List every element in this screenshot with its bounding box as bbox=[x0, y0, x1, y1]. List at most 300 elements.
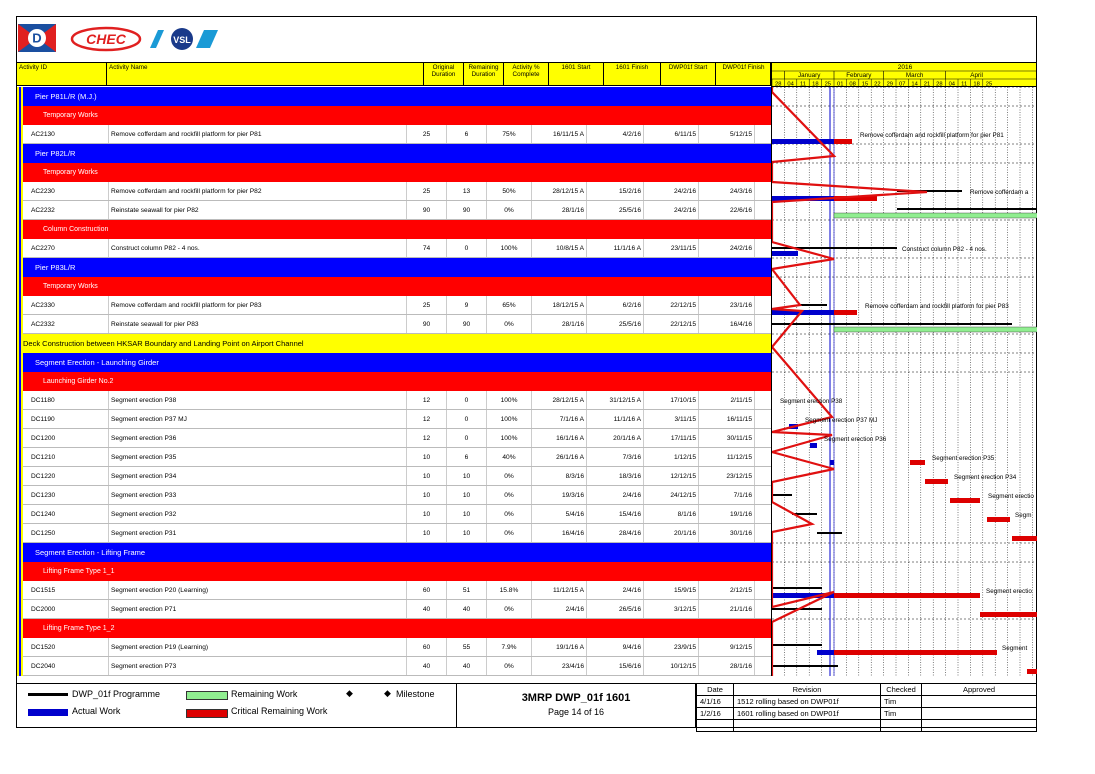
rev-header-checked: Checked bbox=[881, 684, 922, 696]
cell-f2: 11/12/15 bbox=[699, 448, 755, 467]
gantt-bar-label: Segment erectio bbox=[988, 493, 1034, 500]
crit-bar bbox=[834, 310, 857, 315]
rev-empty bbox=[734, 720, 881, 732]
cell-rd: 55 bbox=[447, 638, 487, 657]
cell-s1: 16/1/16 A bbox=[532, 429, 587, 448]
group-label: Launching Girder No.2 bbox=[43, 378, 114, 385]
red-group-row bbox=[23, 163, 771, 182]
timeline-month: February bbox=[846, 72, 872, 79]
cell-rd: 0 bbox=[447, 429, 487, 448]
cell-s2: 10/12/15 bbox=[644, 657, 699, 676]
cell-s2: 1/12/15 bbox=[644, 448, 699, 467]
cell-f1: 15/4/16 bbox=[587, 505, 644, 524]
svg-text:VSL: VSL bbox=[173, 35, 191, 45]
cell-f1: 9/4/16 bbox=[587, 638, 644, 657]
cell-rd: 90 bbox=[447, 315, 487, 334]
programme-bar bbox=[772, 494, 792, 496]
cell-s1: 28/1/16 bbox=[532, 315, 587, 334]
cell-s1: 23/4/16 bbox=[532, 657, 587, 676]
cell-id: DC1520 bbox=[29, 638, 109, 657]
gantt-bar-label: Remove cofferdam a bbox=[970, 189, 1029, 196]
actual-bar bbox=[772, 251, 798, 256]
cell-s2: 24/2/16 bbox=[644, 201, 699, 220]
gantt-canvas bbox=[772, 87, 1037, 676]
cell-pc: 75% bbox=[487, 125, 532, 144]
rev-empty bbox=[697, 720, 734, 732]
cell-f2: 2/11/15 bbox=[699, 391, 755, 410]
table-row bbox=[23, 581, 771, 600]
cell-pc: 7.9% bbox=[487, 638, 532, 657]
cell-f2: 28/1/16 bbox=[699, 657, 755, 676]
table-row bbox=[23, 315, 771, 334]
cell-od: 12 bbox=[407, 429, 447, 448]
cell-f1: 25/5/16 bbox=[587, 315, 644, 334]
cell-id: DC1210 bbox=[29, 448, 109, 467]
cell-id: AC2230 bbox=[29, 182, 109, 201]
programme-bar bbox=[798, 304, 827, 306]
blue-group-row bbox=[23, 543, 771, 562]
cell-name: Reinstate seawall for pier P82 bbox=[109, 201, 407, 220]
gantt-bar-label: Segm bbox=[1015, 512, 1032, 519]
legend bbox=[16, 683, 456, 728]
timeline-year: 2016 bbox=[897, 64, 913, 71]
table-row bbox=[23, 448, 771, 467]
legend-milestone-label: Milestone bbox=[396, 689, 435, 699]
cell-rd: 10 bbox=[447, 524, 487, 543]
group-label: Deck Construction between HKSAR Boundary and Landing Point on Airport Channel bbox=[23, 339, 304, 348]
table-row bbox=[23, 600, 771, 619]
cell-rd: 0 bbox=[447, 410, 487, 429]
cell-f1: 25/5/16 bbox=[587, 201, 644, 220]
cell-s2: 17/11/15 bbox=[644, 429, 699, 448]
timeline-week: 11 bbox=[961, 81, 968, 87]
chec-logo bbox=[70, 26, 142, 52]
cell-rd: 0 bbox=[447, 391, 487, 410]
timeline-week: 15 bbox=[861, 81, 869, 87]
rem-bar bbox=[834, 327, 1037, 332]
cell-id: AC2330 bbox=[29, 296, 109, 315]
timeline-week: 22 bbox=[874, 81, 881, 87]
crit-bar bbox=[1027, 669, 1037, 674]
cell-f2: 30/1/16 bbox=[699, 524, 755, 543]
rev-header-revision: Revision bbox=[734, 684, 881, 696]
cell-name: Remove cofferdam and rockfill platform for pier P81 bbox=[109, 125, 407, 144]
cell-pc: 65% bbox=[487, 296, 532, 315]
cell-f1: 7/3/16 bbox=[587, 448, 644, 467]
group-label: Pier P82L/R bbox=[35, 149, 76, 158]
legend-remaining-swatch bbox=[186, 691, 228, 700]
cell-s1: 28/1/16 bbox=[532, 201, 587, 220]
cell-f2: 21/1/16 bbox=[699, 600, 755, 619]
cell-id: DC1240 bbox=[29, 505, 109, 524]
cell-rd: 40 bbox=[447, 600, 487, 619]
cell-pc: 15.8% bbox=[487, 581, 532, 600]
cell-f2: 24/2/16 bbox=[699, 239, 755, 258]
timeline-week: 07 bbox=[898, 81, 906, 87]
rem-bar bbox=[834, 213, 1037, 218]
cell-f2: 22/6/16 bbox=[699, 201, 755, 220]
cell-f2: 2/12/15 bbox=[699, 581, 755, 600]
programme-bar bbox=[772, 587, 822, 589]
cell-f1: 11/1/16 A bbox=[587, 239, 644, 258]
cell-f2: 16/11/15 bbox=[699, 410, 755, 429]
group-label: Segment Erection - Launching Girder bbox=[35, 358, 159, 367]
crit-bar bbox=[834, 650, 997, 655]
cell-s1: 18/12/15 A bbox=[532, 296, 587, 315]
cell-pc: 0% bbox=[487, 657, 532, 676]
crit-bar bbox=[925, 479, 948, 484]
cell-id: DC1220 bbox=[29, 467, 109, 486]
gantt-bar-label: Remove cofferdam and rockfill platform for pier P83 bbox=[865, 303, 1009, 310]
blue-group-row bbox=[23, 87, 771, 106]
cell-s1: 19/1/16 A bbox=[532, 638, 587, 657]
group-label: Segment Erection - Lifting Frame bbox=[35, 548, 146, 557]
cell-f2: 5/12/15 bbox=[699, 125, 755, 144]
cell-f1: 11/1/16 A bbox=[587, 410, 644, 429]
gantt-chart bbox=[771, 87, 1037, 676]
timeline-week: 04 bbox=[787, 81, 794, 87]
cell-rd: 40 bbox=[447, 657, 487, 676]
page-number: Page 14 of 16 bbox=[547, 707, 605, 717]
cell-rd: 13 bbox=[447, 182, 487, 201]
col-original-duration: Original Duration bbox=[424, 63, 464, 86]
cell-pc: 0% bbox=[487, 486, 532, 505]
timeline-week: 14 bbox=[911, 81, 918, 87]
cell-id: DC1250 bbox=[29, 524, 109, 543]
gantt-bar-label: Segment erectio bbox=[986, 588, 1032, 595]
cell-pc: 100% bbox=[487, 429, 532, 448]
gantt-bar-label: Segment erection P37 MJ bbox=[805, 417, 878, 424]
timeline-month: March bbox=[905, 72, 924, 79]
table-row bbox=[23, 296, 771, 315]
cell-pc: 100% bbox=[487, 391, 532, 410]
gantt-bar-label: Segment erection P38 bbox=[780, 398, 843, 405]
col-activity-id: Activity ID bbox=[17, 63, 107, 86]
cell-id: AC2332 bbox=[29, 315, 109, 334]
group-label: Temporary Works bbox=[43, 112, 98, 119]
revision-table bbox=[696, 683, 1037, 728]
legend-remaining-label: Remaining Work bbox=[231, 689, 298, 699]
cell-f1: 18/3/16 bbox=[587, 467, 644, 486]
cell-f1: 15/6/16 bbox=[587, 657, 644, 676]
rev-date: 4/1/16 bbox=[697, 696, 734, 708]
cell-s2: 8/1/16 bbox=[644, 505, 699, 524]
cell-f2: 23/1/16 bbox=[699, 296, 755, 315]
timeline-month: April bbox=[970, 72, 983, 79]
table-row bbox=[23, 657, 771, 676]
gantt-bar-label: Construct column P82 - 4 nos. bbox=[902, 246, 987, 253]
cell-f1: 26/5/16 bbox=[587, 600, 644, 619]
cell-s2: 3/12/15 bbox=[644, 600, 699, 619]
cell-rd: 6 bbox=[447, 125, 487, 144]
timeline-week: 25 bbox=[824, 81, 832, 87]
table-row bbox=[23, 467, 771, 486]
cell-pc: 0% bbox=[487, 505, 532, 524]
timeline-week: 08 bbox=[849, 81, 856, 87]
timeline-month: January bbox=[797, 72, 821, 79]
cell-id: DC1200 bbox=[29, 429, 109, 448]
timeline-week: 18 bbox=[812, 81, 819, 87]
col-percent-complete: Activity % Complete bbox=[504, 63, 549, 86]
actual-bar bbox=[830, 460, 834, 465]
cell-pc: 0% bbox=[487, 201, 532, 220]
cell-od: 60 bbox=[407, 638, 447, 657]
milestone-icon-2: ◆ bbox=[384, 688, 391, 698]
rev-empty bbox=[881, 720, 922, 732]
cell-pc: 0% bbox=[487, 315, 532, 334]
cell-f2: 24/3/16 bbox=[699, 182, 755, 201]
cell-od: 25 bbox=[407, 182, 447, 201]
gantt-header bbox=[771, 62, 1037, 87]
timeline-week: 01 bbox=[836, 81, 844, 87]
actual-bar bbox=[772, 139, 834, 144]
table-row bbox=[23, 524, 771, 543]
cell-od: 10 bbox=[407, 505, 447, 524]
actual-bar bbox=[810, 443, 817, 448]
group-label: Lifting Frame Type 1_2 bbox=[43, 625, 115, 632]
programme-bar bbox=[897, 208, 1037, 210]
cell-f2: 7/1/16 bbox=[699, 486, 755, 505]
cell-pc: 40% bbox=[487, 448, 532, 467]
cell-rd: 10 bbox=[447, 505, 487, 524]
cell-name: Remove cofferdam and rockfill platform for pier P83 bbox=[109, 296, 407, 315]
red-group-row bbox=[23, 562, 771, 581]
legend-programme-label: DWP_01f Programme bbox=[72, 689, 161, 699]
cell-pc: 100% bbox=[487, 239, 532, 258]
programme-bar bbox=[772, 665, 838, 667]
crit-bar bbox=[834, 593, 980, 598]
table-row bbox=[23, 125, 771, 144]
rev-empty bbox=[922, 720, 1037, 732]
cell-s2: 24/2/16 bbox=[644, 182, 699, 201]
timeline-week: 04 bbox=[948, 81, 956, 87]
cell-s1: 7/1/16 A bbox=[532, 410, 587, 429]
table-row bbox=[23, 201, 771, 220]
cell-f1: 6/2/16 bbox=[587, 296, 644, 315]
cell-id: DC2000 bbox=[29, 600, 109, 619]
cell-f2: 9/12/15 bbox=[699, 638, 755, 657]
cell-s2: 23/11/15 bbox=[644, 239, 699, 258]
cell-name: Segment erection P33 bbox=[109, 486, 407, 505]
cell-s1: 19/3/16 bbox=[532, 486, 587, 505]
cell-f1: 2/4/16 bbox=[587, 486, 644, 505]
cell-name: Reinstate seawall for pier P83 bbox=[109, 315, 407, 334]
blue-group-row bbox=[23, 353, 771, 372]
group-label: Temporary Works bbox=[43, 283, 98, 290]
cell-pc: 0% bbox=[487, 524, 532, 543]
timeline-week: 29 bbox=[886, 81, 894, 87]
crit-bar bbox=[834, 139, 852, 144]
cell-id: DC2040 bbox=[29, 657, 109, 676]
timeline-week: 28 bbox=[774, 81, 782, 87]
cell-name: Segment erection P71 bbox=[109, 600, 407, 619]
crit-bar bbox=[987, 517, 1010, 522]
gantt-bar-label: Segment erection P34 bbox=[954, 474, 1017, 481]
cell-f1: 2/4/16 bbox=[587, 581, 644, 600]
group-label: Pier P83L/R bbox=[35, 263, 76, 272]
cell-rd: 51 bbox=[447, 581, 487, 600]
cell-f1: 28/4/16 bbox=[587, 524, 644, 543]
cell-s2: 15/9/15 bbox=[644, 581, 699, 600]
red-group-row bbox=[23, 106, 771, 125]
cell-rd: 6 bbox=[447, 448, 487, 467]
col-activity-name: Activity Name bbox=[107, 63, 424, 86]
blue-group-row bbox=[23, 258, 771, 277]
col-dwp-start: DWP01f Start bbox=[661, 63, 716, 86]
cell-rd: 10 bbox=[447, 486, 487, 505]
crit-bar bbox=[1012, 536, 1037, 541]
cell-s2: 6/11/15 bbox=[644, 125, 699, 144]
cell-od: 10 bbox=[407, 486, 447, 505]
cell-name: Segment erection P73 bbox=[109, 657, 407, 676]
red-group-row bbox=[23, 372, 771, 391]
cell-od: 10 bbox=[407, 467, 447, 486]
cell-s2: 17/10/15 bbox=[644, 391, 699, 410]
cell-od: 60 bbox=[407, 581, 447, 600]
svg-text:D: D bbox=[32, 30, 42, 46]
table-row bbox=[23, 391, 771, 410]
legend-programme-swatch bbox=[28, 693, 68, 696]
cell-od: 74 bbox=[407, 239, 447, 258]
cell-s1: 5/4/16 bbox=[532, 505, 587, 524]
cell-s2: 22/12/15 bbox=[644, 315, 699, 334]
cell-s1: 16/4/16 bbox=[532, 524, 587, 543]
rev-header-date: Date bbox=[697, 684, 734, 696]
rev-approved bbox=[922, 708, 1037, 720]
cell-s2: 3/11/15 bbox=[644, 410, 699, 429]
cell-name: Remove cofferdam and rockfill platform for pier P82 bbox=[109, 182, 407, 201]
outline-bar-blue bbox=[19, 87, 21, 676]
cell-s1: 2/4/16 bbox=[532, 600, 587, 619]
crit-bar bbox=[980, 612, 1037, 617]
vsl-logo bbox=[148, 26, 220, 52]
programme-bar bbox=[817, 532, 842, 534]
group-label: Pier P81L/R (M.J.) bbox=[35, 92, 97, 101]
cell-name: Segment erection P32 bbox=[109, 505, 407, 524]
cell-f1: 31/12/15 A bbox=[587, 391, 644, 410]
cell-pc: 0% bbox=[487, 467, 532, 486]
cell-od: 40 bbox=[407, 657, 447, 676]
group-label: Column Construction bbox=[43, 226, 109, 233]
programme-bar bbox=[772, 323, 1012, 325]
table-row bbox=[23, 239, 771, 258]
cell-id: DC1190 bbox=[29, 410, 109, 429]
cell-s1: 11/12/15 A bbox=[532, 581, 587, 600]
cell-od: 12 bbox=[407, 410, 447, 429]
cell-f2: 19/1/16 bbox=[699, 505, 755, 524]
gantt-bar-label: Segment bbox=[1002, 645, 1028, 652]
cell-name: Segment erection P38 bbox=[109, 391, 407, 410]
timescale bbox=[772, 63, 1037, 87]
gantt-bar-label: Remove cofferdam and rockfill platform for pier P81 bbox=[860, 132, 1004, 139]
cell-pc: 0% bbox=[487, 600, 532, 619]
cell-od: 25 bbox=[407, 296, 447, 315]
red-group-row bbox=[23, 220, 771, 239]
cell-name: Segment erection P36 bbox=[109, 429, 407, 448]
cell-f1: 15/2/16 bbox=[587, 182, 644, 201]
cell-s2: 24/12/15 bbox=[644, 486, 699, 505]
schedule-title: 3MRP DWP_01f 1601 bbox=[521, 692, 631, 704]
cell-s2: 20/1/16 bbox=[644, 524, 699, 543]
rev-checked: Tim bbox=[881, 696, 922, 708]
cell-s1: 28/12/15 A bbox=[532, 391, 587, 410]
cell-id: DC1180 bbox=[29, 391, 109, 410]
cell-name: Segment erection P31 bbox=[109, 524, 407, 543]
cell-name: Segment erection P34 bbox=[109, 467, 407, 486]
cell-name: Construct column P82 - 4 nos. bbox=[109, 239, 407, 258]
cell-s1: 16/11/15 A bbox=[532, 125, 587, 144]
cell-id: AC2270 bbox=[29, 239, 109, 258]
cell-id: AC2232 bbox=[29, 201, 109, 220]
col-1601-start: 1601 Start bbox=[549, 63, 604, 86]
cell-rd: 10 bbox=[447, 467, 487, 486]
table-row bbox=[23, 638, 771, 657]
gantt-bar-label: Segment erection P35 bbox=[932, 455, 995, 462]
cell-rd: 9 bbox=[447, 296, 487, 315]
table-header bbox=[16, 62, 771, 86]
cell-pc: 50% bbox=[487, 182, 532, 201]
actual-bar bbox=[817, 650, 834, 655]
title-block bbox=[456, 683, 696, 728]
cell-rd: 0 bbox=[447, 239, 487, 258]
milestone-icon: ◆ bbox=[346, 688, 353, 698]
cell-f2: 16/4/16 bbox=[699, 315, 755, 334]
table-row bbox=[23, 486, 771, 505]
programme-bar bbox=[772, 644, 822, 646]
legend-critical-swatch bbox=[186, 709, 228, 718]
cell-s2: 12/12/15 bbox=[644, 467, 699, 486]
cell-od: 40 bbox=[407, 600, 447, 619]
table-row bbox=[23, 182, 771, 201]
legend-actual-label: Actual Work bbox=[72, 706, 121, 716]
red-group-row bbox=[23, 277, 771, 296]
cell-od: 10 bbox=[407, 448, 447, 467]
gantt-bar-label: Segment erection P36 bbox=[824, 436, 887, 443]
cell-f1: 4/2/16 bbox=[587, 125, 644, 144]
rev-desc: 1512 rolling based on DWP01f bbox=[734, 696, 881, 708]
cell-name: Segment erection P35 bbox=[109, 448, 407, 467]
timeline-week: 18 bbox=[973, 81, 980, 87]
cell-od: 10 bbox=[407, 524, 447, 543]
crit-bar bbox=[950, 498, 980, 503]
cell-od: 90 bbox=[407, 315, 447, 334]
rev-approved bbox=[922, 696, 1037, 708]
cell-s1: 26/1/16 A bbox=[532, 448, 587, 467]
cell-od: 12 bbox=[407, 391, 447, 410]
cell-f1: 20/1/16 A bbox=[587, 429, 644, 448]
cell-od: 90 bbox=[407, 201, 447, 220]
timeline-week: 11 bbox=[799, 81, 807, 87]
blue-group-row bbox=[23, 144, 771, 163]
cell-name: Segment erection P37 MJ bbox=[109, 410, 407, 429]
table-row bbox=[23, 429, 771, 448]
group-label: Temporary Works bbox=[43, 169, 98, 176]
rev-desc: 1601 rolling based on DWP01f bbox=[734, 708, 881, 720]
cell-name: Segment erection P19 (Learning) bbox=[109, 638, 407, 657]
legend-critical-label: Critical Remaining Work bbox=[231, 706, 328, 716]
cell-s1: 28/12/15 A bbox=[532, 182, 587, 201]
dragages-logo bbox=[18, 24, 56, 52]
cell-s2: 22/12/15 bbox=[644, 296, 699, 315]
red-group-row bbox=[23, 619, 771, 638]
rev-date: 1/2/16 bbox=[697, 708, 734, 720]
col-1601-finish: 1601 Finish bbox=[604, 63, 661, 86]
svg-text:CHEC: CHEC bbox=[86, 31, 126, 47]
rev-checked: Tim bbox=[881, 708, 922, 720]
group-label: Lifting Frame Type 1_1 bbox=[43, 568, 115, 575]
cell-od: 25 bbox=[407, 125, 447, 144]
yellow-group-row bbox=[23, 334, 771, 353]
